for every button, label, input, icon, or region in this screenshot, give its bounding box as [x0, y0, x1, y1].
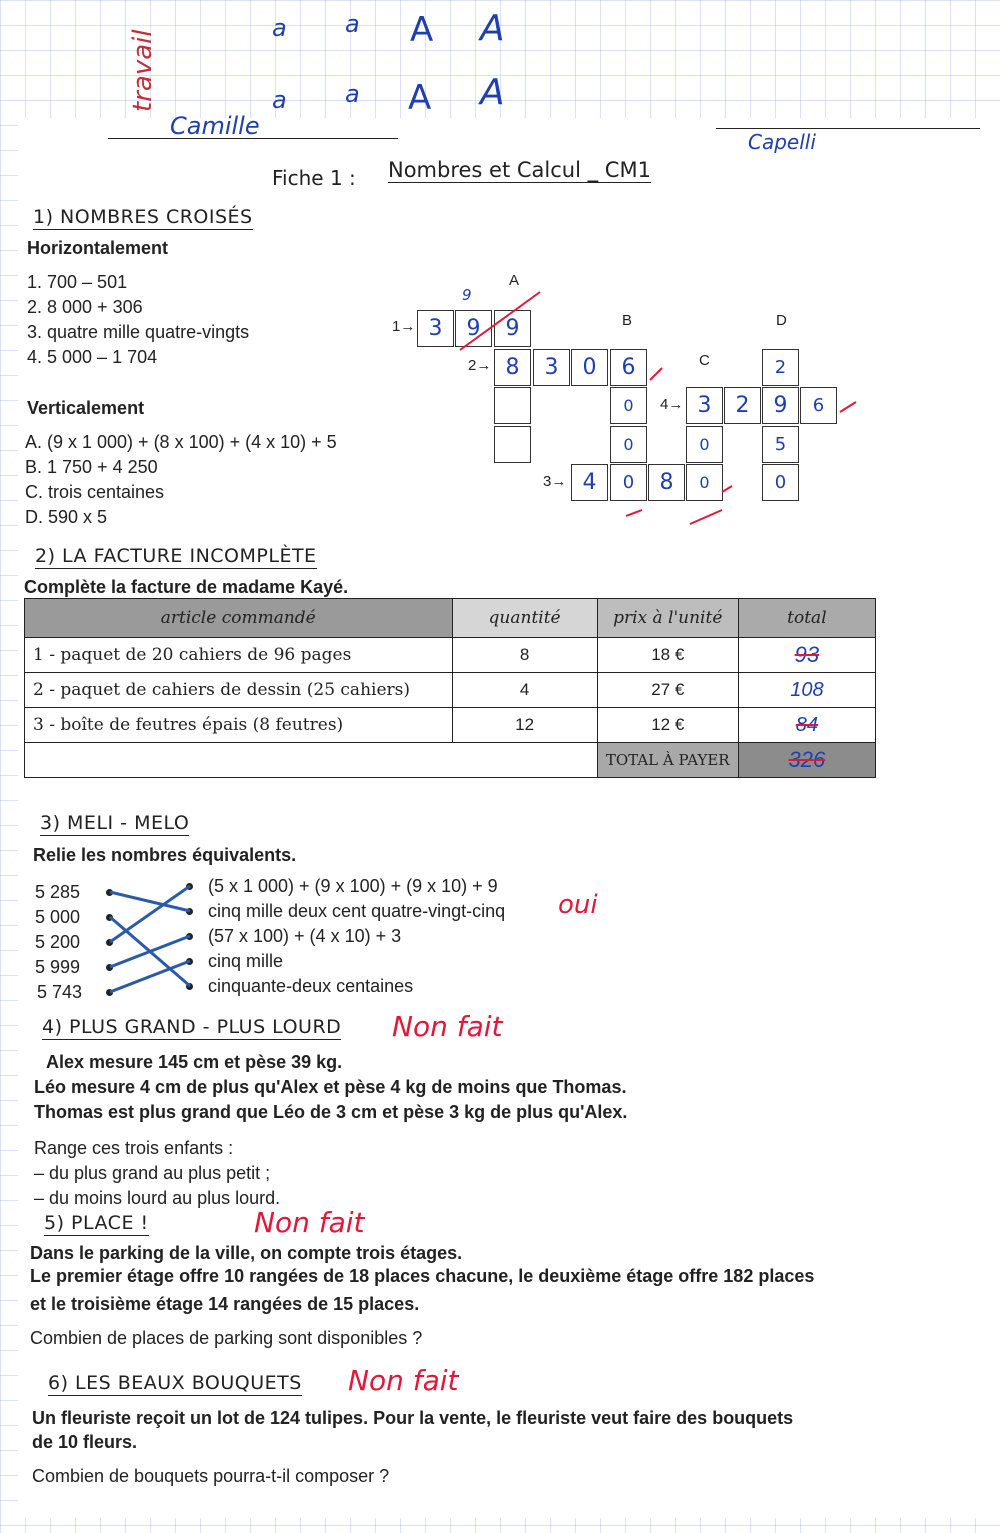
horizontal-clue-4: 4. 5 000 – 1 704 [27, 347, 158, 367]
check-mark [650, 368, 662, 380]
header-mark-A-upper-2: A [408, 78, 432, 118]
student-name: Camille [170, 112, 260, 140]
teacher-mark-non-fait: Non fait [392, 1010, 503, 1043]
header-mark-A-script-2: A [480, 72, 505, 113]
total-to-pay: 326 [738, 743, 875, 778]
left-number: 5 200 [35, 932, 81, 952]
matching-lines [100, 880, 210, 1000]
column-label-D: D [776, 312, 787, 329]
problem-line: et le troisième étage 14 rangées de 15 places. [30, 1294, 420, 1314]
grid-cell: 3 [417, 310, 454, 347]
problem-line: de 10 fleurs. [32, 1432, 138, 1452]
total-cell: 93 [738, 638, 875, 673]
grid-cell: 0 [762, 464, 799, 501]
invoice-instruction: Complète la facture de madame Kayé. [24, 577, 349, 597]
grid-cell: 6 [610, 349, 647, 386]
invoice-header-row [25, 599, 876, 638]
grid-cell: 0 [610, 426, 647, 463]
left-number: 5 285 [35, 882, 81, 902]
grid-cell: 9 [762, 387, 799, 424]
header-mark-A-script: A [480, 8, 505, 49]
grid-cell: 0 [610, 464, 647, 501]
invoice-table [24, 598, 876, 778]
class-line [716, 128, 980, 129]
problem-line: Le premier étage offre 10 rangées de 18 places chacune, le deuxième étage offre 182 places [30, 1266, 815, 1286]
check-mark [690, 510, 722, 524]
vertical-heading: Verticalement [27, 398, 145, 418]
left-number: 5 000 [35, 907, 81, 927]
header-mark-travail: travail [128, 29, 158, 112]
right-expression: cinq mille [208, 951, 284, 971]
article-cell: 3 - boîte de feutres épais (8 feutres) [25, 708, 453, 743]
match-line [110, 936, 190, 967]
header-mark-a-small-2: a [272, 86, 287, 114]
teacher-mark-non-fait: Non fait [254, 1206, 365, 1239]
grid-cell: 3 [533, 349, 570, 386]
question-line: Range ces trois enfants : [34, 1138, 234, 1158]
grid-cell: 0 [571, 349, 608, 386]
right-expression: (57 x 100) + (4 x 10) + 3 [208, 926, 402, 946]
check-mark [840, 402, 856, 412]
left-number: 5 999 [35, 957, 81, 977]
article-cell: 2 - paquet de cahiers de dessin (25 cahiers) [25, 673, 453, 708]
header-total: total [738, 599, 875, 638]
horizontal-clue-3: 3. quatre mille quatre-vingts [27, 322, 250, 342]
correction-slash [460, 292, 540, 350]
sheet-title-prefix: Fiche 1 : [272, 166, 356, 190]
grid-cell: 0 [686, 464, 723, 501]
table-row [25, 638, 876, 673]
grid-cell: 0 [686, 426, 723, 463]
price-cell: 27 € [597, 673, 738, 708]
match-instruction: Relie les nombres équivalents. [33, 845, 297, 865]
column-label-A: A [509, 272, 520, 289]
question-line: – du plus grand au plus petit ; [34, 1163, 271, 1183]
column-label-C: C [699, 352, 710, 369]
right-expression: cinq mille deux cent quatre-vingt-cinq [208, 901, 506, 921]
question-line: – du moins lourd au plus lourd. [34, 1188, 281, 1208]
header-article: article commandé [25, 599, 453, 638]
total-label: TOTAL À PAYER [597, 743, 738, 778]
vertical-clue-A: A. (9 x 1 000) + (8 x 100) + (4 x 10) + 5 [25, 432, 337, 452]
grid-cell: 8 [648, 464, 685, 501]
vertical-clue-C: C. trois centaines [25, 482, 165, 502]
horizontal-heading: Horizontalement [27, 238, 169, 258]
quantity-cell: 12 [452, 708, 597, 743]
grid-cell: 8 [494, 349, 531, 386]
empty-cell [25, 743, 598, 778]
grid-cell: 6 [800, 387, 837, 424]
teacher-mark-oui: oui [558, 890, 598, 920]
table-row [25, 708, 876, 743]
header-quantity: quantité [452, 599, 597, 638]
header-mark-a-small: a [272, 14, 287, 42]
article-cell: 1 - paquet de 20 cahiers de 96 pages [25, 638, 453, 673]
problem-line: Alex mesure 145 cm et pèse 39 kg. [46, 1052, 343, 1072]
column-label-B: B [622, 312, 633, 329]
grid-cell: 9 [455, 310, 492, 347]
left-number: 5 743 [37, 982, 83, 1002]
row-label-3: 3→ [543, 473, 567, 490]
quantity-cell: 4 [452, 673, 597, 708]
check-mark [722, 486, 732, 492]
grid-cell: 9 [494, 310, 531, 347]
problem-line: Léo mesure 4 cm de plus qu'Alex et pèse 4 kg de moins que Thomas. [34, 1077, 627, 1097]
section-6-title: 6) LES BEAUX BOUQUETS [48, 1372, 302, 1394]
price-cell: 12 € [597, 708, 738, 743]
section-4-title: 4) PLUS GRAND - PLUS LOURD [42, 1016, 342, 1038]
vertical-clue-D: D. 590 x 5 [25, 507, 108, 527]
total-row [25, 743, 876, 778]
horizontal-clue-1: 1. 700 – 501 [27, 272, 128, 292]
right-expression: (5 x 1 000) + (9 x 100) + (9 x 10) + 9 [208, 876, 498, 896]
horizontal-clue-2: 2. 8 000 + 306 [27, 297, 143, 317]
section-2-title: 2) LA FACTURE INCOMPLÈTE [35, 545, 317, 567]
right-expression: cinquante-deux centaines [208, 976, 414, 996]
section-5-title: 5) PLACE ! [44, 1212, 149, 1234]
section-3-title: 3) MELI - MELO [40, 812, 190, 834]
sheet-title: Nombres et Calcul _ CM1 [388, 158, 651, 182]
question-line: Combien de bouquets pourra-t-il composer ? [32, 1466, 390, 1486]
problem-line: Dans le parking de la ville, on compte trois étages. [30, 1243, 463, 1263]
header-mark-a-cursive-2: a [345, 80, 360, 108]
quantity-cell: 8 [452, 638, 597, 673]
header-unit-price: prix à l'unité [597, 599, 738, 638]
table-row [25, 673, 876, 708]
teacher-mark-non-fait: Non fait [348, 1364, 459, 1397]
problem-line: Un fleuriste reçoit un lot de 124 tulipes. Pour la vente, le fleuriste veut faire des bouquets [32, 1408, 794, 1428]
question-line: Combien de places de parking sont disponibles ? [30, 1328, 423, 1348]
crossword-corrections [440, 280, 880, 530]
price-cell: 18 € [597, 638, 738, 673]
vertical-clue-B: B. 1 750 + 4 250 [25, 457, 158, 477]
row-label-1: 1→ [392, 318, 416, 335]
correction-digit: 9 [462, 286, 472, 304]
class-name: Capelli [748, 130, 816, 154]
header-mark-A-upper: A [410, 10, 434, 50]
header-mark-a-cursive: a [345, 10, 360, 38]
grid-cell: 3 [686, 387, 723, 424]
row-label-4: 4→ [660, 396, 684, 413]
total-cell: 84 [738, 708, 875, 743]
grid-cell: 2 [762, 349, 799, 386]
section-1-title: 1) NOMBRES CROISÉS [33, 206, 253, 228]
row-label-2: 2→ [468, 357, 492, 374]
grid-cell: 0 [610, 387, 647, 424]
problem-line: Thomas est plus grand que Léo de 3 cm et pèse 3 kg de plus qu'Alex. [34, 1102, 628, 1122]
grid-cell: 2 [724, 387, 761, 424]
check-mark [626, 510, 642, 516]
total-cell: 108 [738, 673, 875, 708]
grid-cell: 4 [571, 464, 608, 501]
grid-cell: 5 [762, 426, 799, 463]
